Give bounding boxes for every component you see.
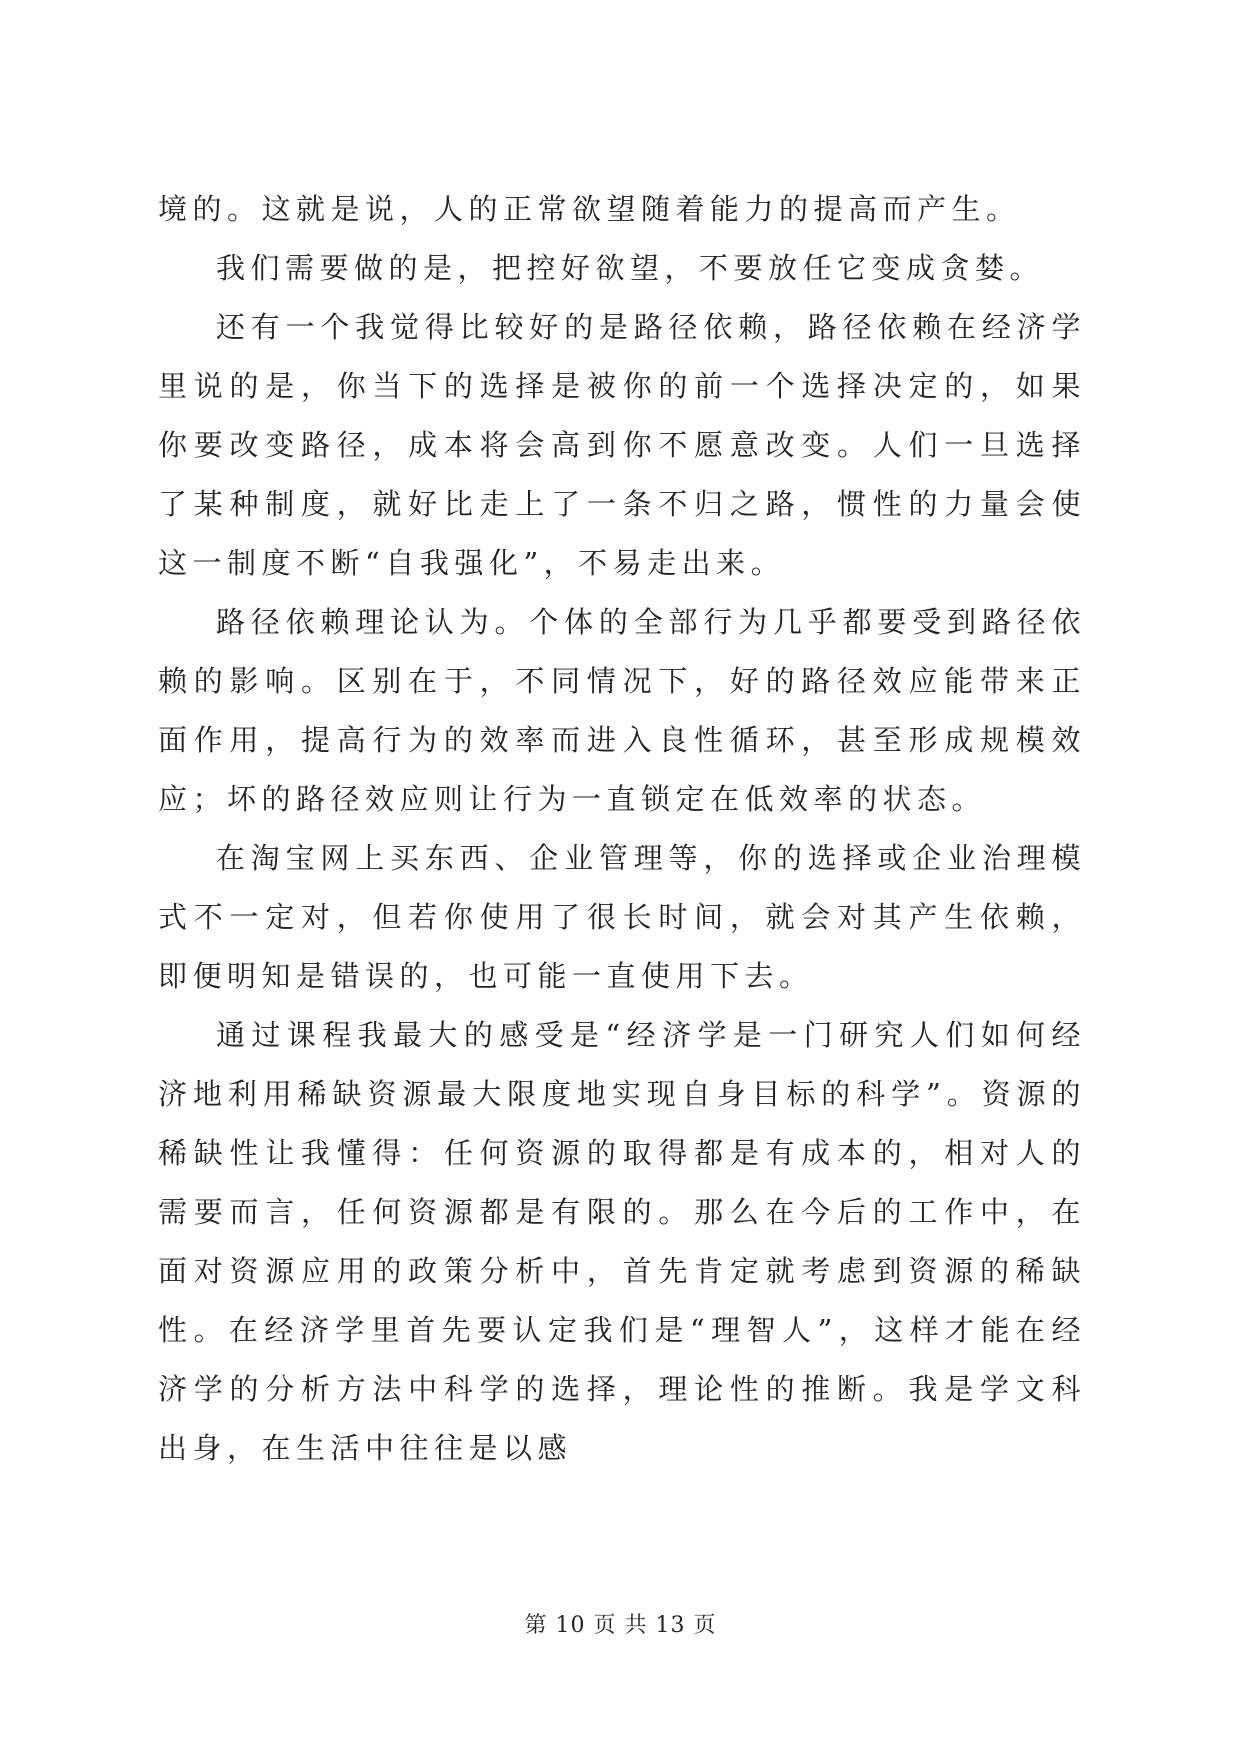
paragraph-2: 我们需要做的是，把控好欲望，不要放任它变成贪婪。	[216, 251, 1045, 285]
body-text	[158, 180, 1086, 1478]
paragraph-4: 路径依赖理论认为。个体的全部行为几乎都要受到路径依赖的影响。区别在于，不同情况下，好的路径效应能带来正面作用，提高行为的效率而进入良性循环，甚至形成规模效应；坏的路径效应则让行为一直锁定在低效率的状态。	[158, 605, 1086, 816]
paragraph-5: 在淘宝网上买东西、企业管理等，你的选择或企业治理模式不一定对，但若你使用了很长时间，就会对其产生依赖，即便明知是错误的，也可能一直使用下去。	[158, 841, 1086, 993]
paragraph-3: 还有一个我觉得比较好的是路径依赖，路径依赖在经济学里说的是，你当下的选择是被你的前一个选择决定的，如果你要改变路径，成本将会高到你不愿意改变。人们一旦选择了某种制度，就好比走上了一条不归之路，惯性的力量会使这一制度不断“自我强化”，不易走出来。	[158, 310, 1086, 580]
paragraph-1: 境的。这就是说，人的正常欲望随着能力的提高而产生。	[158, 192, 1021, 226]
paragraph-6: 通过课程我最大的感受是“经济学是一门研究人们如何经济地利用稀缺资源最大限度地实现自身目标的科学”。资源的稀缺性让我懂得：任何资源的取得都是有成本的，相对人的需要而言，任何资源都是有限的。那么在今后的工作中，在面对资源应用的政策分析中，首先肯定就考虑到资源的稀缺性。在经济学里首先要认定我们是“理智人”，这样才能在经济学的分析方法中科学的选择，理论性的推断。我是学文科出身，在生活中往往是以感	[158, 1018, 1086, 1465]
page-footer: 第 10 页 共 13 页	[524, 1613, 717, 1638]
